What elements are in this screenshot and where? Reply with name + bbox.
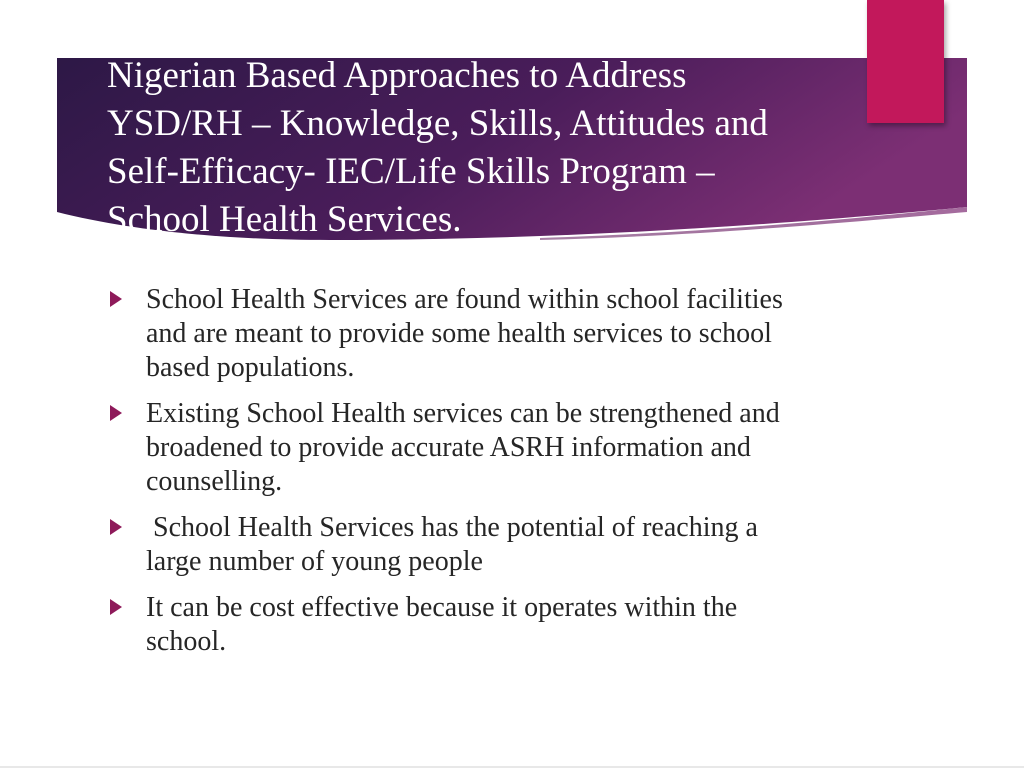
- bullet-item: [108, 591, 808, 659]
- bullet-text: School Health Services are found within school facilities and are meant to provide some health services to school based populations.: [146, 284, 783, 383]
- triangle-bullet-icon: [110, 405, 122, 421]
- bullet-text: It can be cost effective because it operates within the school.: [146, 592, 738, 657]
- bullet-text: Existing School Health services can be strengthened and broadened to provide accurate ASRH information and counselling.: [146, 398, 780, 497]
- bullet-list: [108, 283, 808, 671]
- accent-tab: [867, 0, 944, 123]
- triangle-bullet-icon: [110, 291, 122, 307]
- bullet-item: [108, 283, 808, 385]
- bullet-item: [108, 397, 808, 499]
- bullet-text: School Health Services has the potential of reaching a large number of young people: [146, 512, 765, 577]
- triangle-bullet-icon: [110, 519, 122, 535]
- triangle-bullet-icon: [110, 599, 122, 615]
- slide-title: Nigerian Based Approaches to Address YSD/RH – Knowledge, Skills, Attitudes and Self-Efficacy- IEC/Life Skills Program – School Health Services.: [107, 55, 768, 240]
- bullet-item: [108, 511, 808, 579]
